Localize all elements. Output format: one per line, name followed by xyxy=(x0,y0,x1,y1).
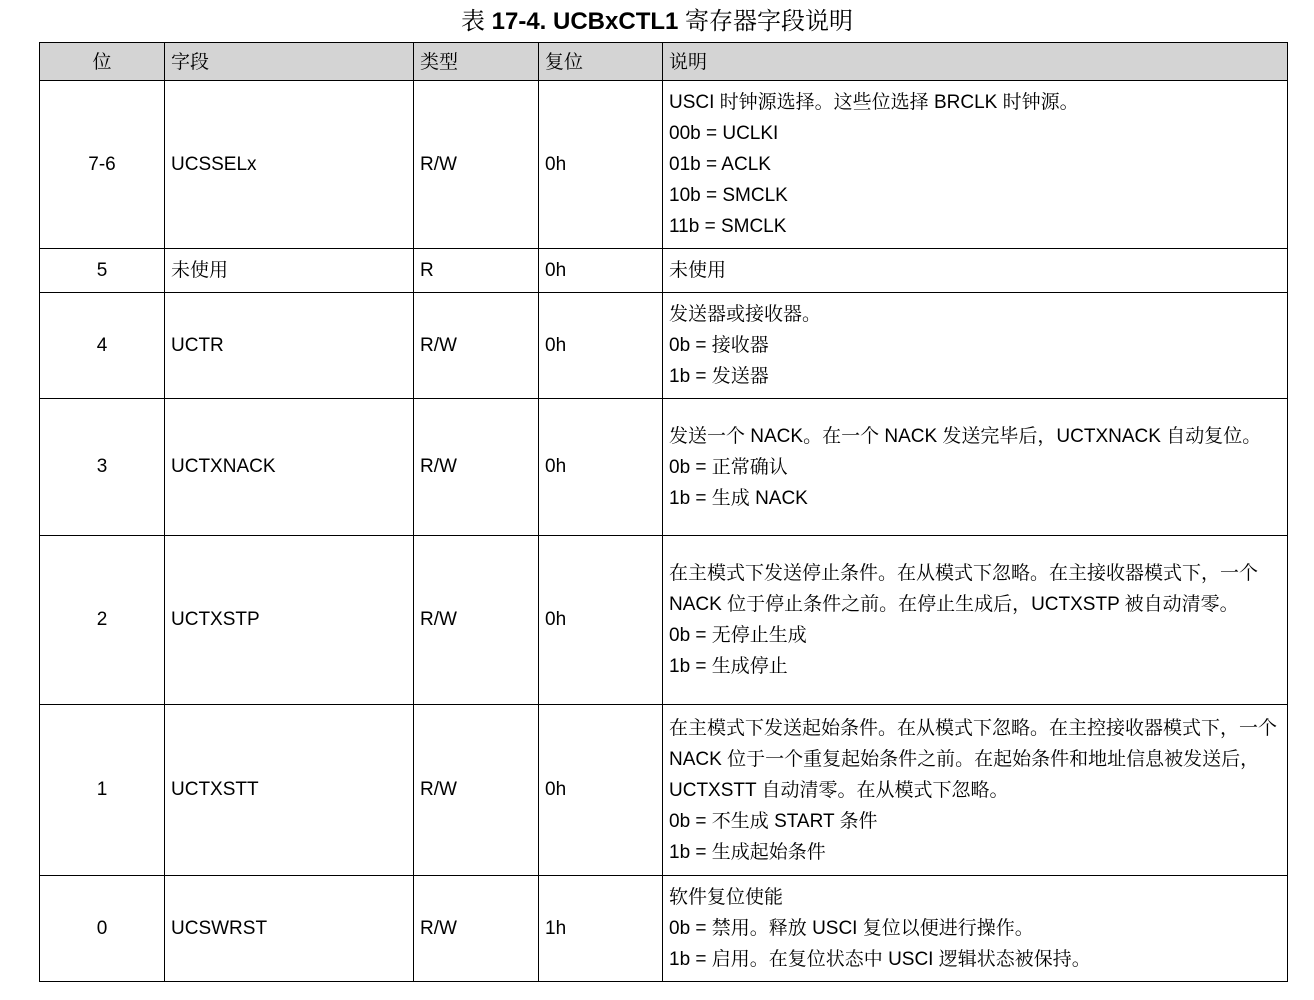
table-row xyxy=(40,293,1288,399)
field-cell: UCSSELx xyxy=(165,81,414,249)
type-cell: R/W xyxy=(414,876,539,982)
description-line: 0b = 禁用。释放 USCI 复位以便进行操作。 xyxy=(669,918,1034,939)
reset-cell: 0h xyxy=(539,293,663,399)
table-row xyxy=(40,876,1288,982)
field-cell: UCTR xyxy=(165,293,414,399)
description-line: 发送器或接收器。 xyxy=(669,304,822,325)
type-cell: R/W xyxy=(414,293,539,399)
description-cell xyxy=(663,81,1288,249)
table-row xyxy=(40,81,1288,249)
description-cell xyxy=(663,705,1288,876)
reset-cell: 1h xyxy=(539,876,663,982)
description-line: 未使用 xyxy=(669,260,727,281)
description-cell xyxy=(663,249,1288,293)
field-cell: UCTXSTT xyxy=(165,705,414,876)
description-line: 0b = 不生成 START 条件 xyxy=(669,810,878,832)
reset-cell: 0h xyxy=(539,81,663,249)
description-line: 1b = 启用。在复位状态中 USCI 逻辑状态被保持。 xyxy=(669,949,1091,970)
table-header-row xyxy=(40,43,1288,81)
description-line: 0b = 无停止生成 xyxy=(669,625,807,646)
reset-cell: 0h xyxy=(539,705,663,876)
bit-cell: 2 xyxy=(40,536,165,705)
header-bit: 位 xyxy=(40,43,165,81)
description-line: 10b = SMCLK xyxy=(669,185,788,206)
description-cell xyxy=(663,293,1288,399)
reset-cell: 0h xyxy=(539,249,663,293)
bit-cell: 3 xyxy=(40,399,165,536)
bit-cell: 0 xyxy=(40,876,165,982)
description-line: 发送一个 NACK。在一个 NACK 发送完毕后，UCTXNACK 自动复位。 xyxy=(669,425,1262,447)
field-cell: UCTXSTP xyxy=(165,536,414,705)
description-line: 1b = 生成停止 xyxy=(669,656,788,677)
table-caption xyxy=(0,6,1314,38)
type-cell: R xyxy=(414,249,539,293)
type-cell: R/W xyxy=(414,705,539,876)
description-cell xyxy=(663,536,1288,705)
header-description: 说明 xyxy=(663,43,1288,81)
bit-cell: 5 xyxy=(40,249,165,293)
field-cell: 未使用 xyxy=(165,249,414,293)
description-line: 0b = 正常确认 xyxy=(669,456,788,478)
header-reset: 复位 xyxy=(539,43,663,81)
caption-number: 17-4. UCBxCTL1 xyxy=(491,8,679,35)
description-line: 软件复位使能 xyxy=(669,887,784,908)
description-line: 11b = SMCLK xyxy=(669,216,787,237)
bit-cell: 1 xyxy=(40,705,165,876)
description-line: 01b = ACLK xyxy=(669,154,771,175)
type-cell: R/W xyxy=(414,399,539,536)
caption-prefix: 表 xyxy=(460,8,485,35)
description-line: 1b = 生成 NACK xyxy=(669,487,808,509)
register-field-table xyxy=(39,42,1288,982)
description-line: 1b = 生成起始条件 xyxy=(669,841,826,863)
bit-cell: 4 xyxy=(40,293,165,399)
description-line: 在主模式下发送起始条件。在从模式下忽略。在主控接收器模式下，一个 NACK 位于一个重复起始条件之前。在起始条件和地址信息被发送后，UCTXSTT 自动清零。在从模式下忽略。 xyxy=(669,717,1278,801)
header-type: 类型 xyxy=(414,43,539,81)
description-line: 在主模式下发送停止条件。在从模式下忽略。在主接收器模式下，一个 NACK 位于停止条件之前。在停止生成后，UCTXSTP 被自动清零。 xyxy=(669,563,1259,615)
description-cell xyxy=(663,399,1288,536)
description-line: 1b = 发送器 xyxy=(669,366,769,387)
bit-cell: 7-6 xyxy=(40,81,165,249)
type-cell: R/W xyxy=(414,536,539,705)
table-row xyxy=(40,536,1288,705)
caption-title: 寄存器字段说明 xyxy=(685,8,854,35)
reset-cell: 0h xyxy=(539,399,663,536)
table-row xyxy=(40,705,1288,876)
field-cell: UCTXNACK xyxy=(165,399,414,536)
reset-cell: 0h xyxy=(539,536,663,705)
field-cell: UCSWRST xyxy=(165,876,414,982)
table-row xyxy=(40,249,1288,293)
header-field: 字段 xyxy=(165,43,414,81)
description-line: USCI 时钟源选择。这些位选择 BRCLK 时钟源。 xyxy=(669,92,1079,113)
description-line: 0b = 接收器 xyxy=(669,335,769,356)
description-cell xyxy=(663,876,1288,982)
type-cell: R/W xyxy=(414,81,539,249)
description-line: 00b = UCLKI xyxy=(669,123,779,144)
table-row xyxy=(40,399,1288,536)
